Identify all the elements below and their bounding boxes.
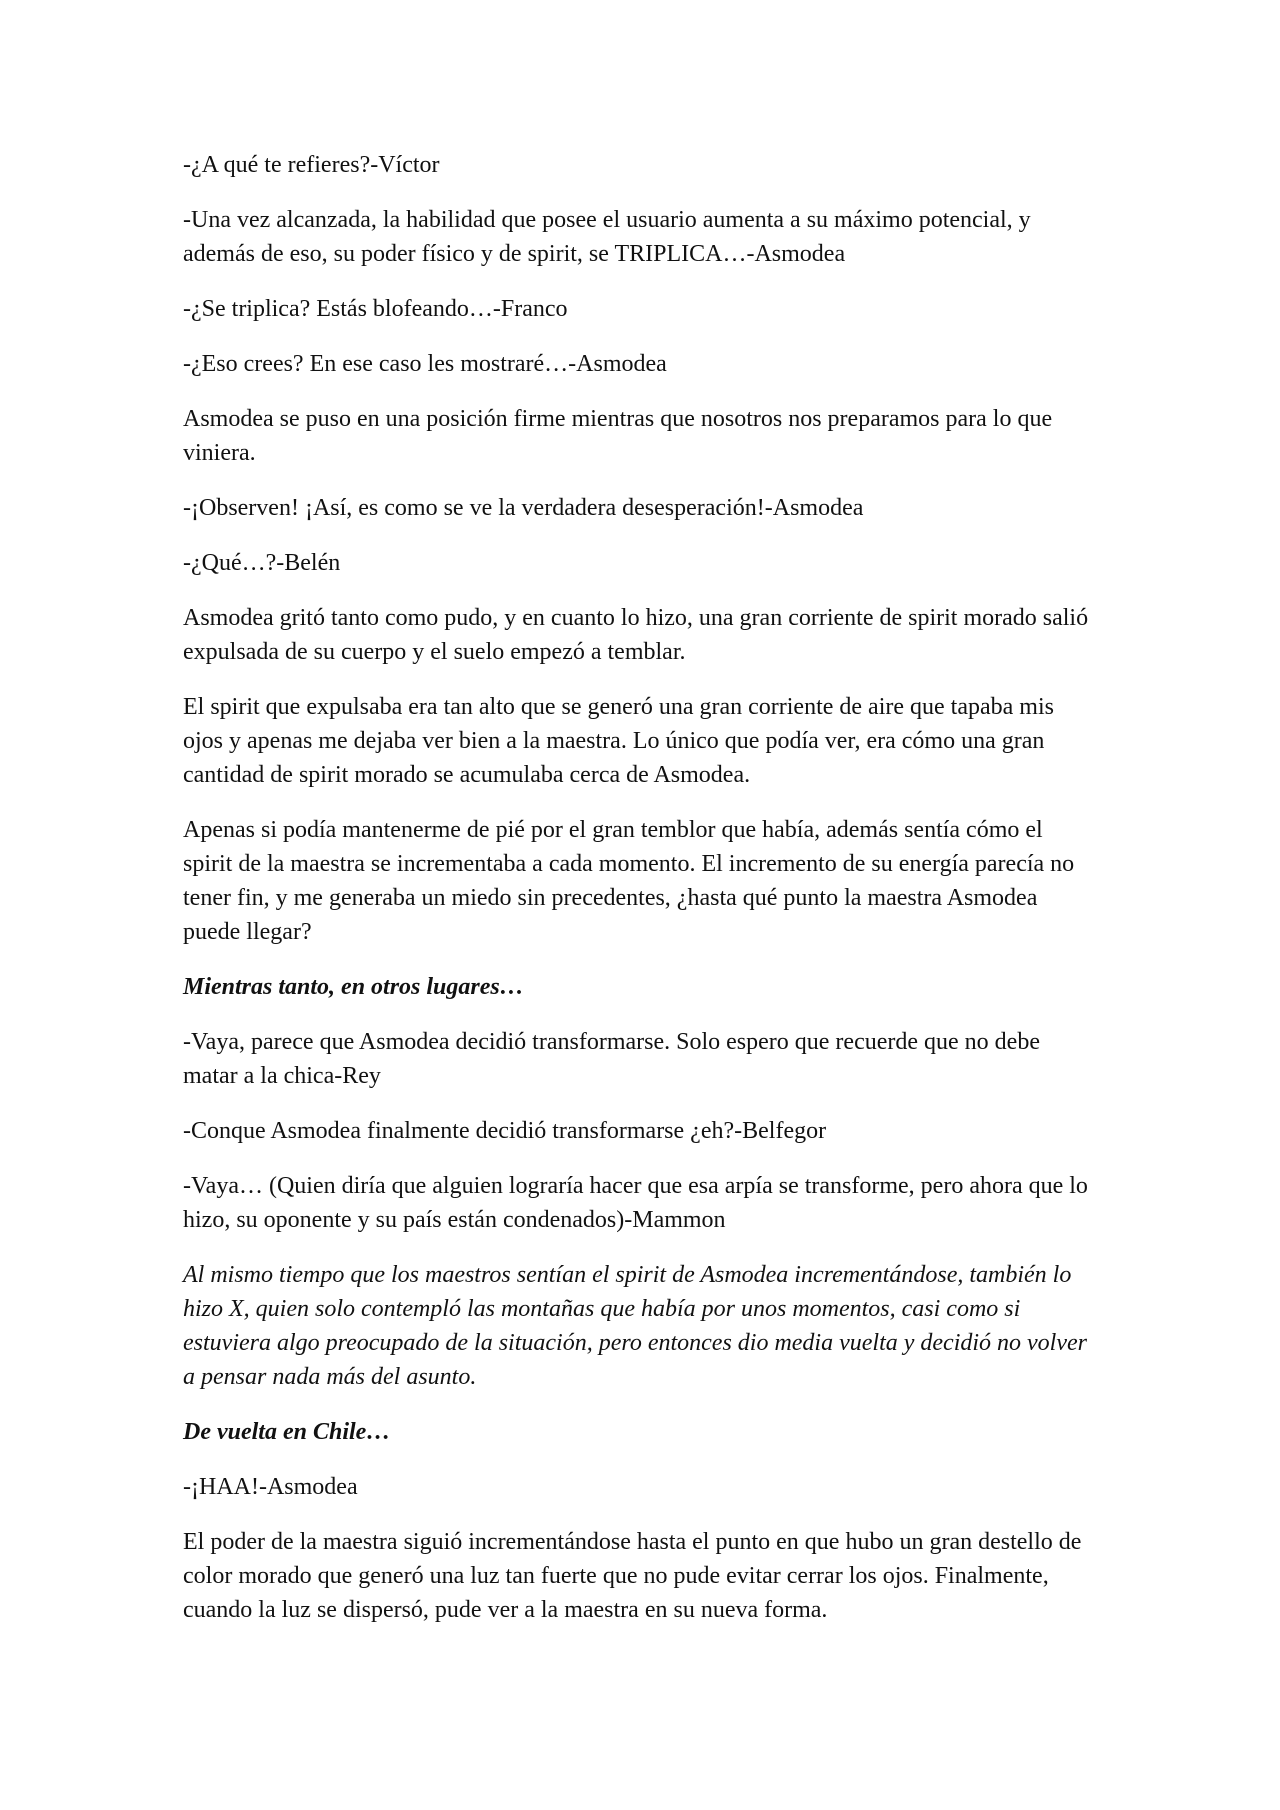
scene-heading: De vuelta en Chile… <box>183 1419 391 1445</box>
dialogue-line: -Conque Asmodea finalmente decidió transformarse ¿eh?-Belfegor <box>183 1118 827 1144</box>
italic-narration-paragraph: Al mismo tiempo que los maestros sentían el spirit de Asmodea incrementándose, también lo hizo X, quien solo contempló las montañas que había por unos momentos, casi como si estuviera algo preocupado de la situación, pero entonces dio media vuelta y decidió no volver a pensar nada más del asunto. <box>183 1262 1087 1390</box>
document-page <box>183 148 1098 1648</box>
dialogue-line: -¿Se triplica? Estás blofeando…-Franco <box>183 296 568 322</box>
dialogue-line: -¿A qué te refieres?-Víctor <box>183 152 440 178</box>
scene-heading: Mientras tanto, en otros lugares… <box>183 974 524 1000</box>
dialogue-line: -¡Observen! ¡Así, es como se ve la verdadera desesperación!-Asmodea <box>183 495 864 521</box>
dialogue-line: -Vaya, parece que Asmodea decidió transformarse. Solo espero que recuerde que no debe matar a la chica-Rey <box>183 1029 1040 1089</box>
dialogue-line: -¿Qué…?-Belén <box>183 550 341 576</box>
dialogue-line: -¿Eso crees? En ese caso les mostraré…-Asmodea <box>183 351 667 377</box>
narration-paragraph: Asmodea gritó tanto como pudo, y en cuanto lo hizo, una gran corriente de spirit morado salió expulsada de su cuerpo y el suelo empezó a temblar. <box>183 605 1089 665</box>
dialogue-line: -Una vez alcanzada, la habilidad que posee el usuario aumenta a su máximo potencial, y además de eso, su poder físico y de spirit, se TRIPLICA…-Asmodea <box>183 207 1031 267</box>
narration-paragraph: Asmodea se puso en una posición firme mientras que nosotros nos preparamos para lo que viniera. <box>183 406 1053 466</box>
narration-paragraph: El spirit que expulsaba era tan alto que se generó una gran corriente de aire que tapaba mis ojos y apenas me dejaba ver bien a la maestra. Lo único que podía ver, era cómo una gran cantidad de spirit morado se acumulaba cerca de Asmodea. <box>183 694 1054 788</box>
narration-paragraph: El poder de la maestra siguió incrementándose hasta el punto en que hubo un gran destello de color morado que generó una luz tan fuerte que no pude evitar cerrar los ojos. Finalmente, cuando la luz se dispersó, pude ver a la maestra en su nueva forma. <box>183 1529 1082 1623</box>
narration-paragraph: Apenas si podía mantenerme de pié por el gran temblor que había, además sentía cómo el spirit de la maestra se incrementaba a cada momento. El incremento de su energía parecía no tener fin, y me generaba un miedo sin precedentes, ¿hasta qué punto la maestra Asmodea puede llegar? <box>183 817 1075 945</box>
dialogue-line: -Vaya… (Quien diría que alguien lograría hacer que esa arpía se transforme, pero ahora que lo hizo, su oponente y su país están condenados)-Mammon <box>183 1173 1088 1233</box>
dialogue-line: -¡HAA!-Asmodea <box>183 1474 358 1500</box>
